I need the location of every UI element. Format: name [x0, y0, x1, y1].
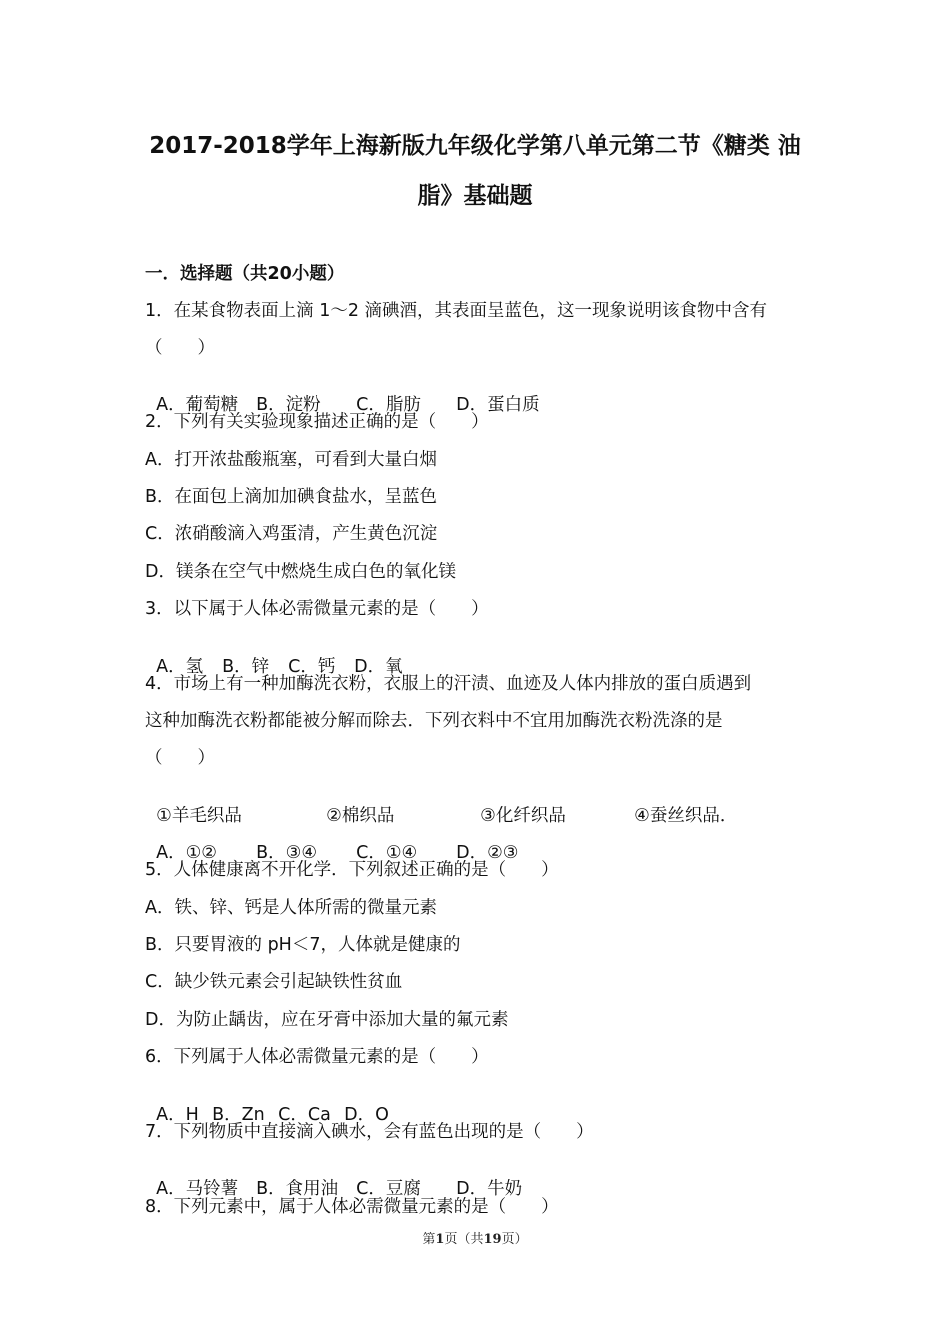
- q7-option-c: C．豆腐: [356, 1179, 421, 1199]
- q5-stem: 5．人体健康离不开化学．下列叙述正确的是（ ）: [145, 860, 559, 880]
- q4-item-2: ②棉织品: [326, 806, 395, 826]
- footer-prefix: 第: [422, 1232, 436, 1247]
- q2-option-b: B．在面包上滴加加碘食盐水，呈蓝色: [145, 487, 438, 507]
- q6-option-d: D．O: [344, 1105, 389, 1125]
- q1-paren: （ ）: [145, 338, 215, 358]
- q8-stem: 8．下列元素中，属于人体必需微量元素的是（ ）: [145, 1197, 559, 1217]
- q3-option-b: B．锌: [222, 657, 270, 677]
- q6-stem: 6．下列属于人体必需微量元素的是（ ）: [145, 1047, 489, 1067]
- q3-option-a: A．氢: [156, 657, 204, 677]
- q2-option-a: A．打开浓盐酸瓶塞，可看到大量白烟: [145, 450, 437, 470]
- q1-option-d: D．蛋白质: [456, 395, 540, 415]
- q4-option-a: A．①②: [156, 843, 217, 863]
- q7-option-d: D．牛奶: [456, 1179, 523, 1199]
- page-footer: [0, 1228, 950, 1247]
- footer-page-number: 1: [435, 1232, 445, 1247]
- q2-option-c: C．浓硝酸滴入鸡蛋清，产生黄色沉淀: [145, 524, 438, 544]
- q7-stem: 7．下列物质中直接滴入碘水，会有蓝色出现的是（ ）: [145, 1122, 594, 1142]
- q3-option-d: D．氧: [354, 657, 403, 677]
- q5-option-c: C．缺少铁元素会引起缺铁性贫血: [145, 972, 403, 992]
- q1-option-c: C．脂肪: [356, 395, 421, 415]
- q4-option-c: C．①④: [356, 843, 418, 863]
- q6-option-c: C．Ca: [278, 1105, 331, 1125]
- page-title-line-1: 2017-2018学年上海新版九年级化学第八单元第二节《糖类 油: [149, 133, 801, 159]
- q1-option-a: A．葡萄糖: [156, 395, 239, 415]
- q4-option-b: B．③④: [256, 843, 318, 863]
- q2-stem: 2．下列有关实验现象描述正确的是（ ）: [145, 412, 489, 432]
- q5-option-d: D．为防止龋齿，应在牙膏中添加大量的氟元素: [145, 1010, 509, 1030]
- q6-option-b: B．Zn: [212, 1105, 265, 1125]
- footer-total-pages: 19: [483, 1232, 502, 1247]
- q1-stem: 1．在某食物表面上滴 1～2 滴碘酒，其表面呈蓝色，这一现象说明该食物中含有: [145, 301, 768, 321]
- q4-option-d: D．②③: [456, 843, 519, 863]
- page-title-line-2: 脂》基础题: [417, 183, 533, 209]
- q7-option-a: A．马铃薯: [156, 1179, 239, 1199]
- q4-item-4: ④蚕丝织品．: [634, 806, 738, 826]
- q4-item-3: ③化纤织品: [480, 806, 566, 826]
- q5-option-a: A．铁、锌、钙是人体所需的微量元素: [145, 898, 437, 918]
- q4-stem-line-2: 这种加酶洗衣粉都能被分解而除去．下列衣料中不宜用加酶洗衣粉洗涤的是: [145, 711, 723, 731]
- q6-option-a: A．H: [156, 1105, 199, 1125]
- q2-option-d: D．镁条在空气中燃烧生成白色的氧化镁: [145, 562, 456, 582]
- q3-stem: 3．以下属于人体必需微量元素的是（ ）: [145, 599, 489, 619]
- q7-option-b: B．食用油: [256, 1179, 339, 1199]
- q5-option-b: B．只要胃液的 pH＜7，人体就是健康的: [145, 935, 461, 955]
- footer-suffix: 页）: [501, 1232, 528, 1247]
- footer-middle: 页（共: [444, 1232, 484, 1247]
- q4-stem-line-1: 4．市场上有一种加酶洗衣粉，衣服上的汗渍、血迹及人体内排放的蛋白质遇到: [145, 674, 752, 694]
- q4-paren: （ ）: [145, 748, 215, 768]
- q1-option-b: B．淀粉: [256, 395, 321, 415]
- q4-item-1: ①羊毛织品: [156, 806, 242, 826]
- q3-option-c: C．钙: [288, 657, 336, 677]
- section-heading: 一．选择题（共20小题）: [145, 264, 345, 284]
